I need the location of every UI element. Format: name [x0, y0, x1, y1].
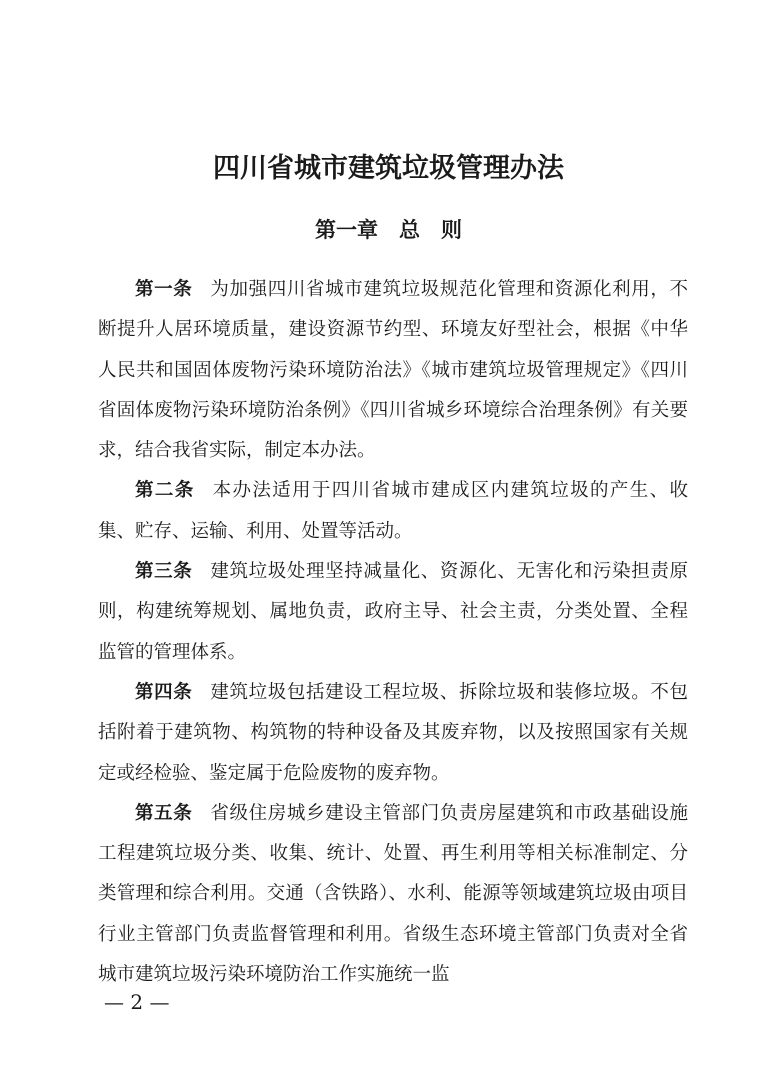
article-2: [98, 471, 688, 552]
article-number: 第三条: [135, 561, 193, 583]
page-number: — 2 —: [104, 990, 170, 1014]
article-text: 建筑垃圾处理坚持减量化、资源化、无害化和污染担责原则，构建统筹规划、属地负责，政府主导、社会主责，分类处置、全程监管的管理体系。: [98, 561, 688, 663]
article-number: 第四条: [135, 681, 193, 703]
chapter-heading: 第一章 总 则: [315, 218, 462, 242]
article-text: 为加强四川省城市建筑垃圾规范化管理和资源化利用，不断提升人居环境质量，建设资源节约型、环境友好型社会，根据《中华人民共和国固体废物污染环境防治法》《城市建筑垃圾管理规定》《四川省固体废物污染环境防治条例》《四川省城乡环境综合治理条例》有关要求，结合我省实际，制定本办法。: [98, 279, 688, 462]
article-text: 建筑垃圾包括建设工程垃圾、拆除垃圾和装修垃圾。不包括附着于建筑物、构筑物的特种设备及其废弃物，以及按照国家有关规定或经检验、鉴定属于危险废物的废弃物。: [98, 681, 688, 784]
article-number: 第二条: [135, 480, 195, 502]
document-body: [98, 270, 688, 995]
article-text: 省级住房城乡建设主管部门负责房屋建筑和市政基础设施工程建筑垃圾分类、收集、统计、处置、再生利用等相关标准制定、分类管理和综合利用。交通（含铁路）、水利、能源等领域建筑垃圾由项目行业主管部门负责监督管理和利用。省级生态环境主管部门负责对全省城市建筑垃圾污染环境防治工作实施统一监: [98, 802, 688, 986]
article-5: [98, 794, 688, 995]
article-1: [98, 270, 688, 471]
article-number: 第五条: [135, 802, 193, 824]
article-4: [98, 673, 688, 794]
article-number: 第一条: [135, 279, 193, 300]
article-text: 本办法适用于四川省城市建成区内建筑垃圾的产生、收集、贮存、运输、利用、处置等活动。: [98, 480, 688, 542]
document-title: 四川省城市建筑垃圾管理办法: [213, 153, 564, 184]
article-3: [98, 552, 688, 673]
